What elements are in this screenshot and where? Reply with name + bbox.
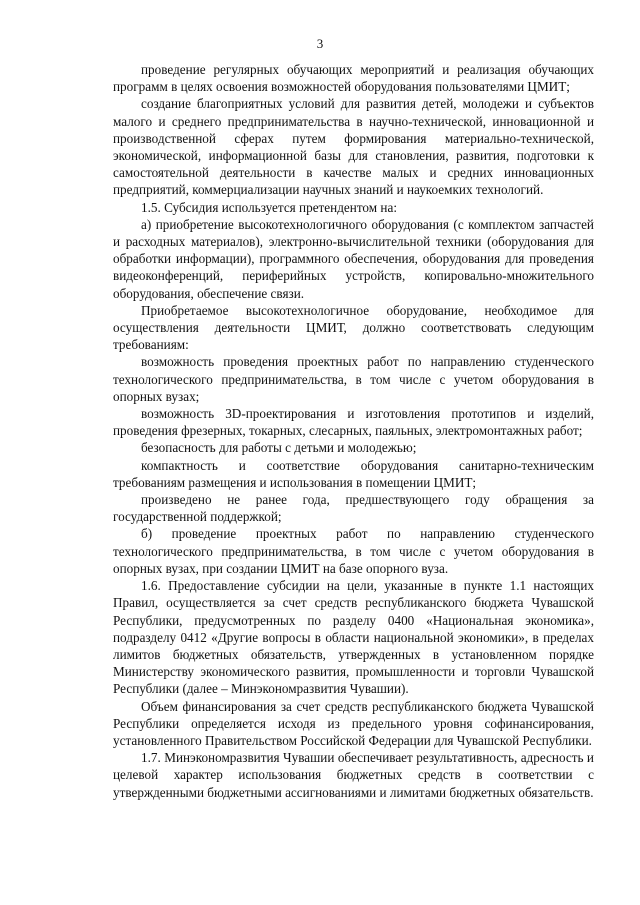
paragraph-1-5-b-project-work: б) проведение проектных работ по направлению студенческого технологического предпринимательства, в том числе с учетом оборудования в опорных вузах, при создании ЦМИТ на базе опорного вуза. — [113, 526, 594, 576]
paragraph-1-7-effectiveness: 1.7. Минэкономразвития Чувашии обеспечивает результативность, адресность и целевой характер использования бюджетных средств в соответствии с утвержденными бюджетными ассигнованиями и лимитами бюджетных обязательств. — [113, 750, 594, 800]
paragraph-1-5-a-equipment: а) приобретение высокотехнологичного оборудования (с комплектом запчастей и расходных материалов), электронно-вычислительной техники (оборудования для обработки информации), программного обеспечения, оборудования для проведения видеоконференций, периферийных устройств, копировально-множительного оборудования, обеспечение связи. — [113, 216, 594, 301]
paragraph-training-events: проведение регулярных обучающих мероприятий и реализация обучающих программ в целях освоения возможностей оборудования пользователями ЦМИТ; — [113, 62, 594, 95]
paragraph-requirement-3d-design: возможность 3D-проектирования и изготовления прототипов и изделий, проведения фрезерных, токарных, слесарных, паяльных, электромонтажных работ; — [113, 406, 594, 439]
document-body — [113, 61, 594, 801]
paragraph-1-5-heading: 1.5. Субсидия используется претендентом на: — [141, 199, 397, 215]
page-number: 3 — [316, 36, 324, 51]
paragraph-requirement-project-work: возможность проведения проектных работ по направлению студенческого технологического предпринимательства, в том числе с учетом оборудования в опорных вузах; — [113, 354, 594, 404]
paragraph-1-6-funding-source: 1.6. Предоставление субсидии на цели, указанные в пункте 1.1 настоящих Правил, осуществляется за счет средств республиканского бюджета Чувашской Республики, предусмотренных по разделу 0400 «Национальная экономика», подразделу 0412 «Другие вопросы в области национальной экономики», в пределах лимитов бюджетных обязательств, утвержденных в установленном порядке Министерству экономического развития, промышленности и торговли Чувашской Республики (далее – Минэкономразвития Чувашии). — [113, 578, 594, 697]
paragraph-favorable-conditions: создание благоприятных условий для развития детей, молодежи и субъектов малого и среднего предпринимательства в научно-технической, инновационной и производственной сферах путем формирования материально-технической, экономической, информационной базы для становления, развития, подготовки к самостоятельной деятельности в качестве малых и средних инновационных предприятий, коммерциализации научных знаний и наукоемких технологий. — [113, 96, 594, 198]
paragraph-equipment-requirements: Приобретаемое высокотехнологичное оборудование, необходимое для осуществления деятельности ЦМИТ, должно соответствовать следующим требованиям: — [113, 302, 594, 353]
paragraph-financing-volume: Объем финансирования за счет средств республиканского бюджета Чувашской Республики определяется исходя из предельного уровня софинансирования, установленного Правительством Российской Федерации для Чувашской Республики. — [113, 698, 594, 748]
paragraph-requirement-safety: безопасность для работы с детьми и молодежью; — [141, 440, 417, 456]
paragraph-requirement-production-year: произведено не ранее года, предшествующего году обращения за государственной поддержкой; — [113, 492, 594, 525]
paragraph-requirement-compactness: компактность и соответствие оборудования санитарно-техническим требованиям размещения и использования в помещении ЦМИТ; — [113, 457, 594, 490]
